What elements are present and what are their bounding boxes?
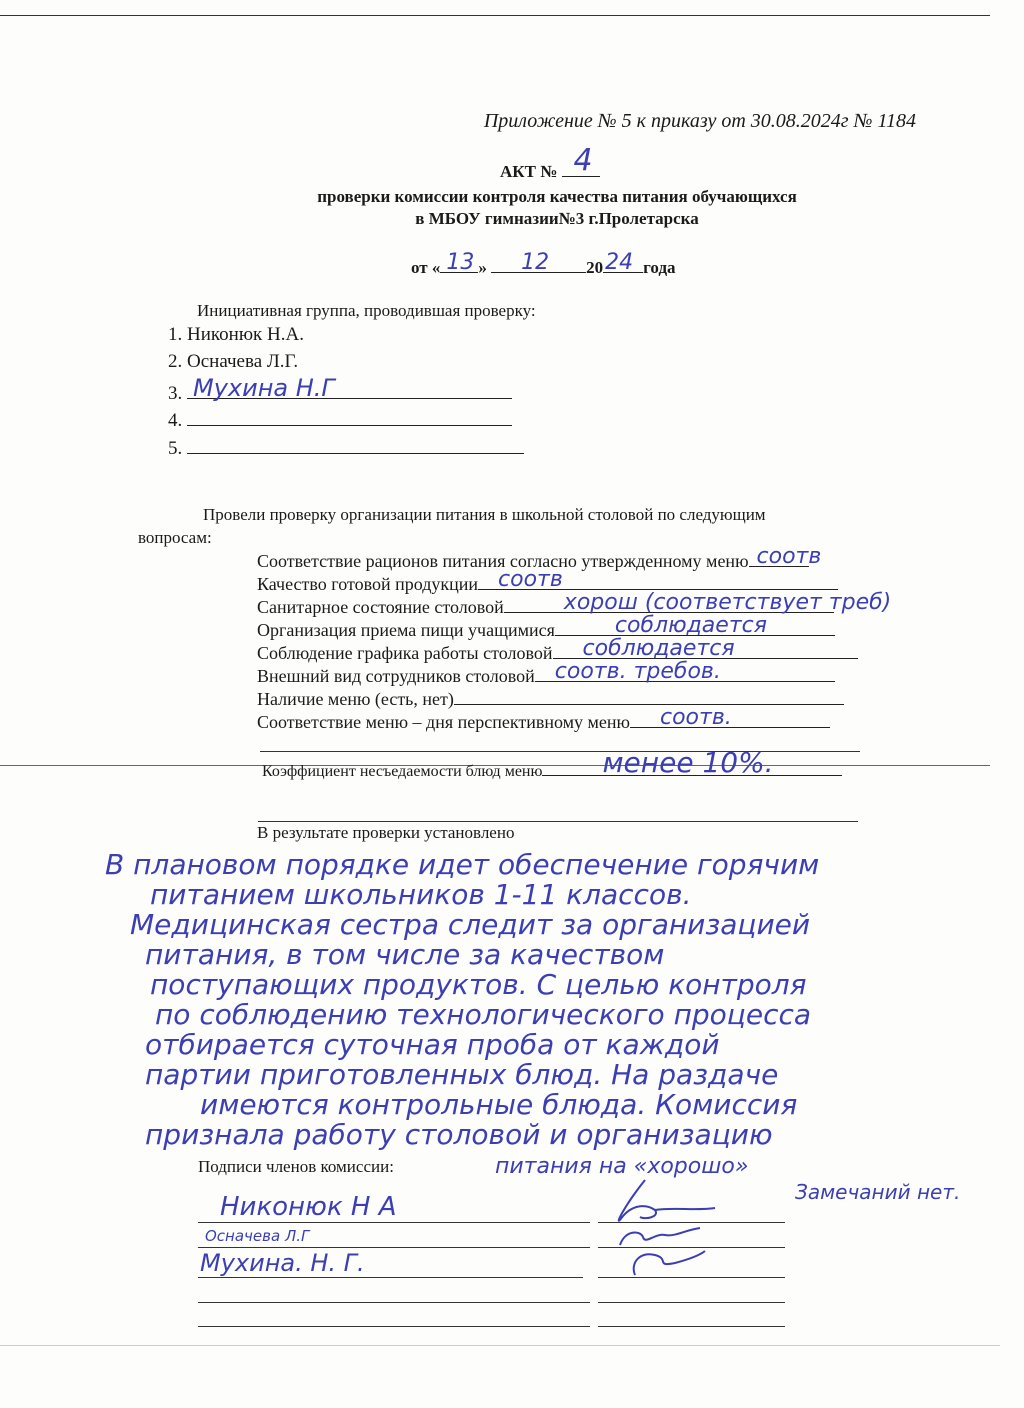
signature-name: Мухина. Н. Г. [200,1249,365,1277]
result-label: В результате проверки установлено [257,823,515,842]
signatures-title: Подписи членов комиссии: [198,1157,394,1176]
group-member: 4. [168,405,512,432]
group-member: 5. [168,433,524,460]
group-member: 1. Никонюк Н.А. [168,324,304,345]
scan-bottom-line [0,1345,1000,1346]
check-item: Санитарное состояние столовой хорош (соответствует треб) [257,590,892,617]
result-line: В плановом порядке идет обеспечение горячим [105,848,820,881]
act-number: 4 [573,143,593,178]
signature-name: Осначева Л.Г [205,1227,310,1245]
check-intro-2: вопросам: [138,528,212,547]
result-line: партии приготовленных блюд. На раздаче [145,1058,779,1091]
check-item: Соблюдение графика работы столовой соблюдается [257,642,858,664]
date-month: 12 [521,250,550,275]
result-line: Замечаний нет. [795,1180,961,1204]
result-line: питанием школьников 1-11 классов. [150,878,692,911]
signature-name: Никонюк Н А [220,1192,397,1222]
result-line: питания, в том числе за качеством [145,938,665,971]
blank-line [258,821,858,822]
date-month-field [491,250,586,275]
coefficient-value: менее 10%. [602,746,774,779]
act-subtitle-2: в МБОУ гимназии№3 г.Пролетарска [415,209,699,228]
check-answer: хорош (соответствует треб) [563,590,892,615]
date-day-field [440,250,478,275]
act-title [500,143,600,182]
check-answer: соотв [498,567,563,592]
check-item: Наличие меню (есть, нет) [257,688,844,710]
coefficient-item: Коэффициент несъедаемости блюд меню менее 10%. [262,759,842,781]
scan-top-line [0,15,990,16]
act-number-field [562,143,600,178]
check-answer: соблюдается [582,636,735,661]
act-date: от « 13 » 12 20 24 года [411,250,676,277]
check-answer: соотв [756,544,822,569]
check-intro: Провели проверку организации питания в школьной столовой по следующим [203,505,766,524]
group-member: 3. Мухина Н.Г [168,378,512,405]
result-line: отбирается суточная проба от каждой [145,1028,720,1061]
result-line: по соблюдению технологического процесса [155,998,812,1031]
result-line: имеются контрольные блюда. Комиссия [200,1088,798,1121]
date-year-field [603,250,643,275]
check-item: Внешний вид сотрудников столовой соотв. требов. [257,665,835,687]
check-answer: соотв. [660,705,732,730]
date-day: 13 [446,250,475,275]
result-line: питания на «хорошо» [495,1154,749,1179]
act-subtitle-1: проверки комиссии контроля качества питания обучающихся [317,187,797,206]
result-line: Медицинская сестра следит за организацией [130,908,811,941]
check-item: Соответствие меню – дня перспективному меню соотв. [257,711,830,733]
group-member: 2. Осначева Л.Г. [168,351,299,372]
appendix-reference: Приложение № 5 к приказу от 30.08.2024г № 1184 [483,110,916,132]
check-item: Качество готовой продукции соотв [257,573,838,595]
handwritten-signatures [585,1175,745,1285]
group-title: Инициативная группа, проводившая проверку: [197,301,536,320]
result-line: поступающих продуктов. С целью контроля [150,968,807,1001]
date-year: 24 [605,250,634,275]
check-item: Соответствие рационов питания согласно утвержденному меню соотв [257,544,822,571]
check-answer: соотв. требов. [554,659,721,684]
act-label: АКТ № [500,162,558,181]
check-answer: соблюдается [614,613,767,638]
result-line: признала работу столовой и организацию [145,1118,773,1151]
check-item: Организация приема пищи учащимися соблюдается [257,619,835,641]
